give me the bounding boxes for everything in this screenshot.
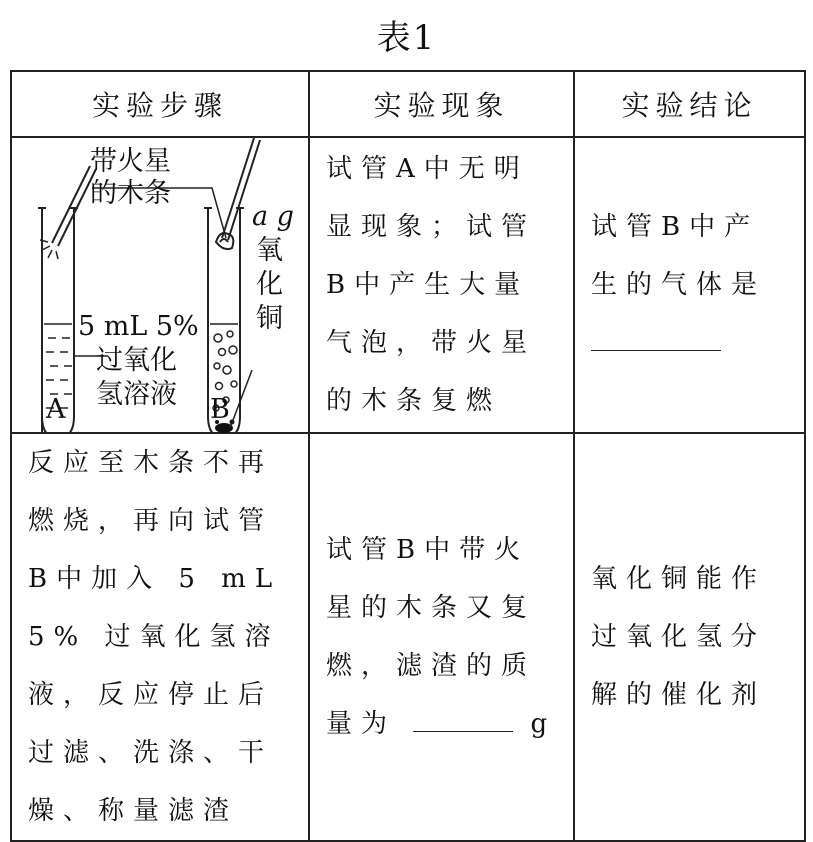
header-step: 实验步骤	[11, 71, 309, 137]
step-2: 反应至木条不再燃烧，再向试管B中加入 5 mL 5% 过氧化氢溶液，反应停止后过滤、洗涤、干燥、称量滤渣	[11, 433, 309, 841]
phenomenon-1: 试管A中无明显现象；试管B中产生大量气泡，带火星的木条复燃	[309, 137, 574, 433]
experiment-table	[10, 70, 806, 842]
tube-b-label: B	[210, 394, 230, 425]
answer-blank-gas[interactable]	[591, 320, 721, 351]
header-conclusion: 实验结论	[574, 71, 805, 137]
header-phenomenon: 实验现象	[309, 71, 574, 137]
header-row	[11, 71, 805, 137]
conclusion-1-text: 试管B中产生的气体是	[591, 212, 767, 300]
phenomenon-2-text: 试管B中带火星的木条又复燃，滤渣的质量为	[326, 535, 537, 739]
table-row	[11, 137, 805, 433]
experiment-diagram-cell	[11, 137, 309, 433]
conclusion-1	[574, 137, 805, 433]
reagent-label: 5 mL 5% 过氧化 氢溶液	[78, 311, 199, 410]
catalyst-label: a g 氧 化 铜	[252, 201, 294, 334]
phenomenon-2	[309, 433, 574, 841]
answer-blank-mass[interactable]	[413, 701, 513, 732]
conclusion-2: 氧化铜能作过氧化氢分解的催化剂	[574, 433, 805, 841]
phenomenon-2-unit: g	[530, 709, 557, 739]
splint-label: 带火星 的木条	[90, 146, 171, 209]
table-row	[11, 433, 805, 841]
table-title: 表1	[376, 18, 437, 58]
tube-a-label: A	[46, 394, 66, 425]
